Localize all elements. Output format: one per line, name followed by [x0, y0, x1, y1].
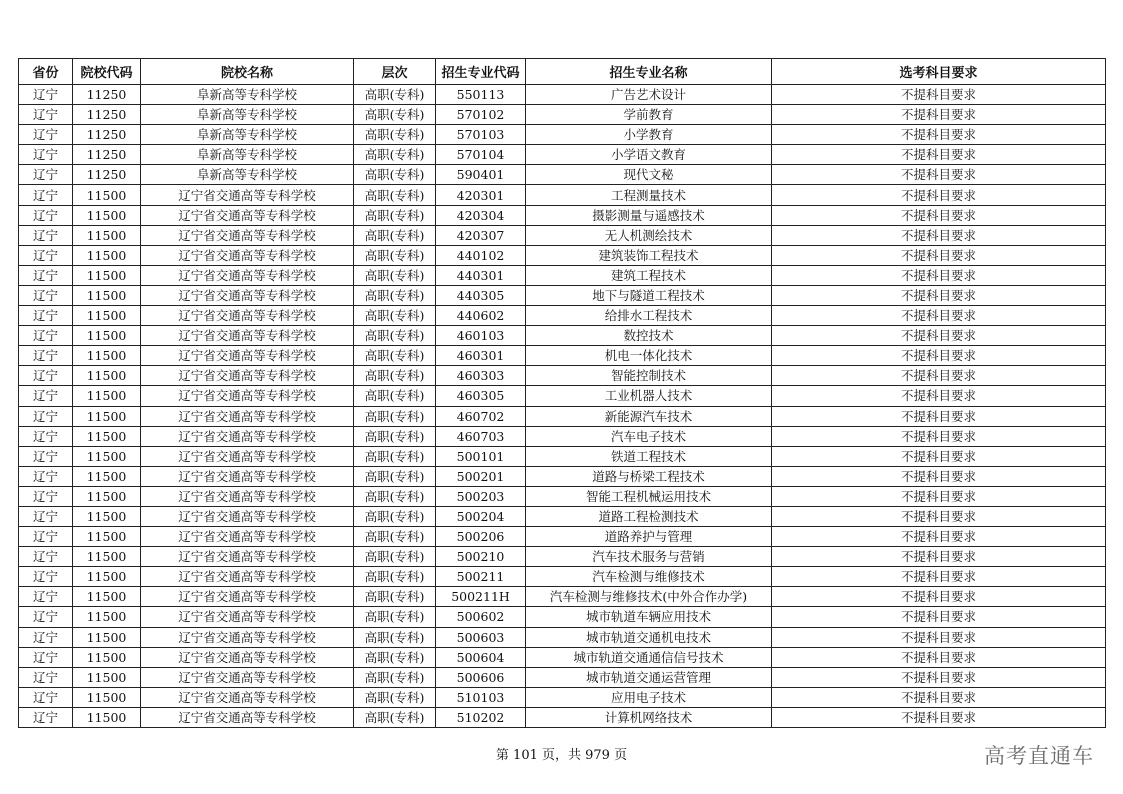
cell-major-code: 500101 [436, 446, 526, 466]
cell-school-code: 11500 [73, 527, 141, 547]
cell-level: 高职(专科) [354, 667, 436, 687]
cell-level: 高职(专科) [354, 527, 436, 547]
cell-school-code: 11500 [73, 567, 141, 587]
table-row [19, 245, 1106, 265]
cell-subject-requirement: 不提科目要求 [772, 165, 1106, 185]
table-row [19, 225, 1106, 245]
cell-school-name: 辽宁省交通高等专科学校 [141, 627, 354, 647]
cell-school-name: 辽宁省交通高等专科学校 [141, 185, 354, 205]
cell-province: 辽宁 [19, 326, 73, 346]
cell-subject-requirement: 不提科目要求 [772, 386, 1106, 406]
cell-subject-requirement: 不提科目要求 [772, 125, 1106, 145]
cell-subject-requirement: 不提科目要求 [772, 265, 1106, 285]
cell-school-code: 11500 [73, 486, 141, 506]
cell-province: 辽宁 [19, 627, 73, 647]
header-row [19, 59, 1106, 85]
table-row [19, 105, 1106, 125]
cell-major-code: 570102 [436, 105, 526, 125]
table-row [19, 527, 1106, 547]
table-row [19, 145, 1106, 165]
cell-province: 辽宁 [19, 225, 73, 245]
cell-level: 高职(专科) [354, 145, 436, 165]
cell-school-name: 辽宁省交通高等专科学校 [141, 466, 354, 486]
cell-school-code: 11500 [73, 466, 141, 486]
table-row [19, 406, 1106, 426]
cell-school-code: 11500 [73, 185, 141, 205]
cell-major-code: 500606 [436, 667, 526, 687]
cell-major-code: 500201 [436, 466, 526, 486]
cell-province: 辽宁 [19, 285, 73, 305]
cell-subject-requirement: 不提科目要求 [772, 245, 1106, 265]
cell-level: 高职(专科) [354, 205, 436, 225]
cell-province: 辽宁 [19, 366, 73, 386]
cell-school-name: 阜新高等专科学校 [141, 105, 354, 125]
table-row [19, 185, 1106, 205]
cell-school-code: 11500 [73, 326, 141, 346]
cell-major-name: 汽车检测与维修技术(中外合作办学) [526, 587, 772, 607]
cell-major-name: 应用电子技术 [526, 687, 772, 707]
column-header-major-code: 招生专业代码 [436, 59, 526, 85]
cell-major-code: 550113 [436, 85, 526, 105]
cell-school-code: 11500 [73, 607, 141, 627]
cell-major-code: 460702 [436, 406, 526, 426]
cell-subject-requirement: 不提科目要求 [772, 346, 1106, 366]
cell-major-name: 汽车检测与维修技术 [526, 567, 772, 587]
table-row [19, 346, 1106, 366]
cell-level: 高职(专科) [354, 326, 436, 346]
cell-level: 高职(专科) [354, 406, 436, 426]
cell-school-code: 11500 [73, 346, 141, 366]
cell-level: 高职(专科) [354, 125, 436, 145]
cell-school-code: 11500 [73, 205, 141, 225]
cell-school-code: 11500 [73, 406, 141, 426]
cell-school-name: 阜新高等专科学校 [141, 165, 354, 185]
cell-province: 辽宁 [19, 687, 73, 707]
cell-major-name: 汽车技术服务与营销 [526, 547, 772, 567]
cell-school-code: 11500 [73, 647, 141, 667]
cell-major-code: 570103 [436, 125, 526, 145]
cell-level: 高职(专科) [354, 627, 436, 647]
cell-level: 高职(专科) [354, 547, 436, 567]
table-row [19, 607, 1106, 627]
table-row [19, 466, 1106, 486]
cell-school-name: 辽宁省交通高等专科学校 [141, 346, 354, 366]
cell-school-name: 辽宁省交通高等专科学校 [141, 527, 354, 547]
table-body [19, 85, 1106, 728]
cell-level: 高职(专科) [354, 506, 436, 526]
cell-level: 高职(专科) [354, 225, 436, 245]
cell-major-name: 城市轨道交通运营管理 [526, 667, 772, 687]
table-row [19, 366, 1106, 386]
cell-major-code: 500204 [436, 506, 526, 526]
cell-school-code: 11500 [73, 547, 141, 567]
cell-subject-requirement: 不提科目要求 [772, 205, 1106, 225]
table-row [19, 587, 1106, 607]
cell-major-name: 道路养护与管理 [526, 527, 772, 547]
cell-major-name: 小学教育 [526, 125, 772, 145]
cell-school-code: 11500 [73, 225, 141, 245]
cell-school-name: 辽宁省交通高等专科学校 [141, 265, 354, 285]
cell-level: 高职(专科) [354, 426, 436, 446]
table-row [19, 265, 1106, 285]
table-row [19, 285, 1106, 305]
cell-school-name: 阜新高等专科学校 [141, 125, 354, 145]
page-number: 第 101 页，共 979 页 [495, 748, 628, 763]
cell-province: 辽宁 [19, 647, 73, 667]
cell-subject-requirement: 不提科目要求 [772, 486, 1106, 506]
cell-subject-requirement: 不提科目要求 [772, 627, 1106, 647]
cell-school-name: 辽宁省交通高等专科学校 [141, 426, 354, 446]
cell-province: 辽宁 [19, 306, 73, 326]
cell-major-name: 工业机器人技术 [526, 386, 772, 406]
cell-school-code: 11500 [73, 627, 141, 647]
cell-province: 辽宁 [19, 527, 73, 547]
cell-level: 高职(专科) [354, 285, 436, 305]
cell-school-code: 11250 [73, 85, 141, 105]
cell-school-code: 11500 [73, 506, 141, 526]
cell-province: 辽宁 [19, 85, 73, 105]
cell-school-name: 辽宁省交通高等专科学校 [141, 567, 354, 587]
cell-school-name: 辽宁省交通高等专科学校 [141, 205, 354, 225]
cell-major-code: 460103 [436, 326, 526, 346]
cell-level: 高职(专科) [354, 607, 436, 627]
cell-major-name: 道路工程检测技术 [526, 506, 772, 526]
cell-level: 高职(专科) [354, 105, 436, 125]
cell-level: 高职(专科) [354, 245, 436, 265]
cell-province: 辽宁 [19, 547, 73, 567]
cell-major-code: 420304 [436, 205, 526, 225]
cell-major-code: 500604 [436, 647, 526, 667]
cell-school-name: 辽宁省交通高等专科学校 [141, 506, 354, 526]
cell-province: 辽宁 [19, 265, 73, 285]
table-row [19, 647, 1106, 667]
cell-school-code: 11500 [73, 667, 141, 687]
column-header-province: 省份 [19, 59, 73, 85]
cell-province: 辽宁 [19, 125, 73, 145]
cell-major-code: 460703 [436, 426, 526, 446]
cell-subject-requirement: 不提科目要求 [772, 105, 1106, 125]
cell-level: 高职(专科) [354, 687, 436, 707]
cell-major-name: 城市轨道车辆应用技术 [526, 607, 772, 627]
cell-major-name: 地下与隧道工程技术 [526, 285, 772, 305]
cell-school-name: 阜新高等专科学校 [141, 85, 354, 105]
table-row [19, 125, 1106, 145]
cell-major-code: 460305 [436, 386, 526, 406]
cell-subject-requirement: 不提科目要求 [772, 667, 1106, 687]
cell-major-code: 500603 [436, 627, 526, 647]
table-row [19, 506, 1106, 526]
table-row [19, 386, 1106, 406]
cell-major-name: 智能控制技术 [526, 366, 772, 386]
table-row [19, 446, 1106, 466]
column-header-level: 层次 [354, 59, 436, 85]
cell-subject-requirement: 不提科目要求 [772, 547, 1106, 567]
table-row [19, 486, 1106, 506]
cell-school-code: 11500 [73, 265, 141, 285]
cell-school-name: 辽宁省交通高等专科学校 [141, 647, 354, 667]
cell-subject-requirement: 不提科目要求 [772, 446, 1106, 466]
cell-province: 辽宁 [19, 346, 73, 366]
cell-school-code: 11250 [73, 125, 141, 145]
cell-province: 辽宁 [19, 587, 73, 607]
cell-school-code: 11250 [73, 165, 141, 185]
cell-school-name: 辽宁省交通高等专科学校 [141, 225, 354, 245]
cell-subject-requirement: 不提科目要求 [772, 225, 1106, 245]
cell-major-code: 440102 [436, 245, 526, 265]
cell-level: 高职(专科) [354, 707, 436, 727]
cell-major-name: 无人机测绘技术 [526, 225, 772, 245]
table-row [19, 687, 1106, 707]
table-row [19, 205, 1106, 225]
cell-school-code: 11500 [73, 245, 141, 265]
cell-school-code: 11500 [73, 587, 141, 607]
cell-subject-requirement: 不提科目要求 [772, 406, 1106, 426]
cell-province: 辽宁 [19, 567, 73, 587]
cell-school-name: 辽宁省交通高等专科学校 [141, 687, 354, 707]
admissions-table [18, 58, 1106, 728]
cell-school-code: 11250 [73, 105, 141, 125]
cell-major-code: 420301 [436, 185, 526, 205]
cell-major-name: 计算机网络技术 [526, 707, 772, 727]
cell-major-code: 500602 [436, 607, 526, 627]
cell-subject-requirement: 不提科目要求 [772, 506, 1106, 526]
cell-province: 辽宁 [19, 466, 73, 486]
cell-school-code: 11500 [73, 306, 141, 326]
cell-subject-requirement: 不提科目要求 [772, 466, 1106, 486]
cell-major-name: 学前教育 [526, 105, 772, 125]
cell-school-name: 辽宁省交通高等专科学校 [141, 707, 354, 727]
cell-major-name: 机电一体化技术 [526, 346, 772, 366]
column-header-subject-requirement: 选考科目要求 [772, 59, 1106, 85]
cell-province: 辽宁 [19, 205, 73, 225]
cell-school-name: 辽宁省交通高等专科学校 [141, 285, 354, 305]
cell-major-code: 510202 [436, 707, 526, 727]
cell-subject-requirement: 不提科目要求 [772, 306, 1106, 326]
cell-level: 高职(专科) [354, 306, 436, 326]
cell-major-code: 500206 [436, 527, 526, 547]
cell-major-code: 460303 [436, 366, 526, 386]
cell-level: 高职(专科) [354, 386, 436, 406]
column-header-major-name: 招生专业名称 [526, 59, 772, 85]
table-row [19, 426, 1106, 446]
table-row [19, 165, 1106, 185]
cell-subject-requirement: 不提科目要求 [772, 326, 1106, 346]
cell-school-code: 11500 [73, 707, 141, 727]
cell-level: 高职(专科) [354, 446, 436, 466]
table-row [19, 85, 1106, 105]
cell-school-code: 11500 [73, 687, 141, 707]
cell-major-name: 新能源汽车技术 [526, 406, 772, 426]
cell-province: 辽宁 [19, 506, 73, 526]
cell-major-code: 570104 [436, 145, 526, 165]
table-row [19, 567, 1106, 587]
cell-province: 辽宁 [19, 386, 73, 406]
cell-subject-requirement: 不提科目要求 [772, 587, 1106, 607]
cell-major-name: 广告艺术设计 [526, 85, 772, 105]
cell-level: 高职(专科) [354, 265, 436, 285]
cell-major-name: 道路与桥梁工程技术 [526, 466, 772, 486]
cell-school-name: 辽宁省交通高等专科学校 [141, 446, 354, 466]
cell-subject-requirement: 不提科目要求 [772, 185, 1106, 205]
cell-school-name: 辽宁省交通高等专科学校 [141, 667, 354, 687]
cell-subject-requirement: 不提科目要求 [772, 426, 1106, 446]
cell-major-name: 智能工程机械运用技术 [526, 486, 772, 506]
cell-school-name: 辽宁省交通高等专科学校 [141, 366, 354, 386]
column-header-school-code: 院校代码 [73, 59, 141, 85]
cell-province: 辽宁 [19, 145, 73, 165]
cell-school-name: 辽宁省交通高等专科学校 [141, 547, 354, 567]
cell-school-name: 辽宁省交通高等专科学校 [141, 386, 354, 406]
cell-school-name: 辽宁省交通高等专科学校 [141, 587, 354, 607]
cell-school-code: 11500 [73, 285, 141, 305]
cell-subject-requirement: 不提科目要求 [772, 567, 1106, 587]
cell-province: 辽宁 [19, 185, 73, 205]
cell-level: 高职(专科) [354, 165, 436, 185]
cell-school-name: 辽宁省交通高等专科学校 [141, 326, 354, 346]
cell-province: 辽宁 [19, 105, 73, 125]
cell-level: 高职(专科) [354, 366, 436, 386]
cell-major-name: 汽车电子技术 [526, 426, 772, 446]
cell-major-name: 铁道工程技术 [526, 446, 772, 466]
cell-major-name: 现代文秘 [526, 165, 772, 185]
cell-level: 高职(专科) [354, 185, 436, 205]
cell-school-name: 辽宁省交通高等专科学校 [141, 245, 354, 265]
cell-major-name: 工程测量技术 [526, 185, 772, 205]
cell-province: 辽宁 [19, 707, 73, 727]
table-row [19, 627, 1106, 647]
cell-major-code: 500211H [436, 587, 526, 607]
cell-level: 高职(专科) [354, 466, 436, 486]
table-row [19, 306, 1106, 326]
cell-major-code: 440602 [436, 306, 526, 326]
cell-subject-requirement: 不提科目要求 [772, 145, 1106, 165]
cell-school-name: 辽宁省交通高等专科学校 [141, 607, 354, 627]
cell-level: 高职(专科) [354, 647, 436, 667]
table-row [19, 326, 1106, 346]
cell-province: 辽宁 [19, 607, 73, 627]
cell-subject-requirement: 不提科目要求 [772, 607, 1106, 627]
cell-major-code: 420307 [436, 225, 526, 245]
cell-major-code: 500211 [436, 567, 526, 587]
cell-subject-requirement: 不提科目要求 [772, 85, 1106, 105]
cell-school-code: 11500 [73, 366, 141, 386]
cell-major-code: 590401 [436, 165, 526, 185]
cell-subject-requirement: 不提科目要求 [772, 707, 1106, 727]
cell-major-name: 摄影测量与遥感技术 [526, 205, 772, 225]
table-header [19, 59, 1106, 85]
cell-major-code: 500210 [436, 547, 526, 567]
cell-major-name: 小学语文教育 [526, 145, 772, 165]
cell-school-code: 11250 [73, 145, 141, 165]
cell-school-name: 阜新高等专科学校 [141, 145, 354, 165]
cell-level: 高职(专科) [354, 567, 436, 587]
cell-school-name: 辽宁省交通高等专科学校 [141, 486, 354, 506]
cell-province: 辽宁 [19, 245, 73, 265]
cell-subject-requirement: 不提科目要求 [772, 527, 1106, 547]
cell-school-code: 11500 [73, 386, 141, 406]
table-row [19, 707, 1106, 727]
watermark: 高考直通车 [984, 744, 1094, 768]
cell-major-code: 460301 [436, 346, 526, 366]
cell-major-name: 城市轨道交通通信信号技术 [526, 647, 772, 667]
cell-major-name: 数控技术 [526, 326, 772, 346]
cell-level: 高职(专科) [354, 85, 436, 105]
cell-level: 高职(专科) [354, 486, 436, 506]
cell-subject-requirement: 不提科目要求 [772, 366, 1106, 386]
cell-subject-requirement: 不提科目要求 [772, 285, 1106, 305]
cell-province: 辽宁 [19, 667, 73, 687]
cell-school-name: 辽宁省交通高等专科学校 [141, 406, 354, 426]
cell-school-code: 11500 [73, 446, 141, 466]
cell-major-name: 建筑装饰工程技术 [526, 245, 772, 265]
cell-subject-requirement: 不提科目要求 [772, 687, 1106, 707]
cell-major-code: 500203 [436, 486, 526, 506]
cell-major-code: 440305 [436, 285, 526, 305]
cell-major-name: 建筑工程技术 [526, 265, 772, 285]
column-header-school-name: 院校名称 [141, 59, 354, 85]
cell-province: 辽宁 [19, 165, 73, 185]
cell-school-code: 11500 [73, 426, 141, 446]
cell-major-code: 510103 [436, 687, 526, 707]
cell-province: 辽宁 [19, 446, 73, 466]
table-row [19, 667, 1106, 687]
cell-province: 辽宁 [19, 486, 73, 506]
cell-subject-requirement: 不提科目要求 [772, 647, 1106, 667]
cell-school-name: 辽宁省交通高等专科学校 [141, 306, 354, 326]
cell-province: 辽宁 [19, 406, 73, 426]
cell-province: 辽宁 [19, 426, 73, 446]
table-row [19, 547, 1106, 567]
cell-level: 高职(专科) [354, 346, 436, 366]
cell-major-name: 城市轨道交通机电技术 [526, 627, 772, 647]
cell-major-code: 440301 [436, 265, 526, 285]
cell-level: 高职(专科) [354, 587, 436, 607]
cell-major-name: 给排水工程技术 [526, 306, 772, 326]
